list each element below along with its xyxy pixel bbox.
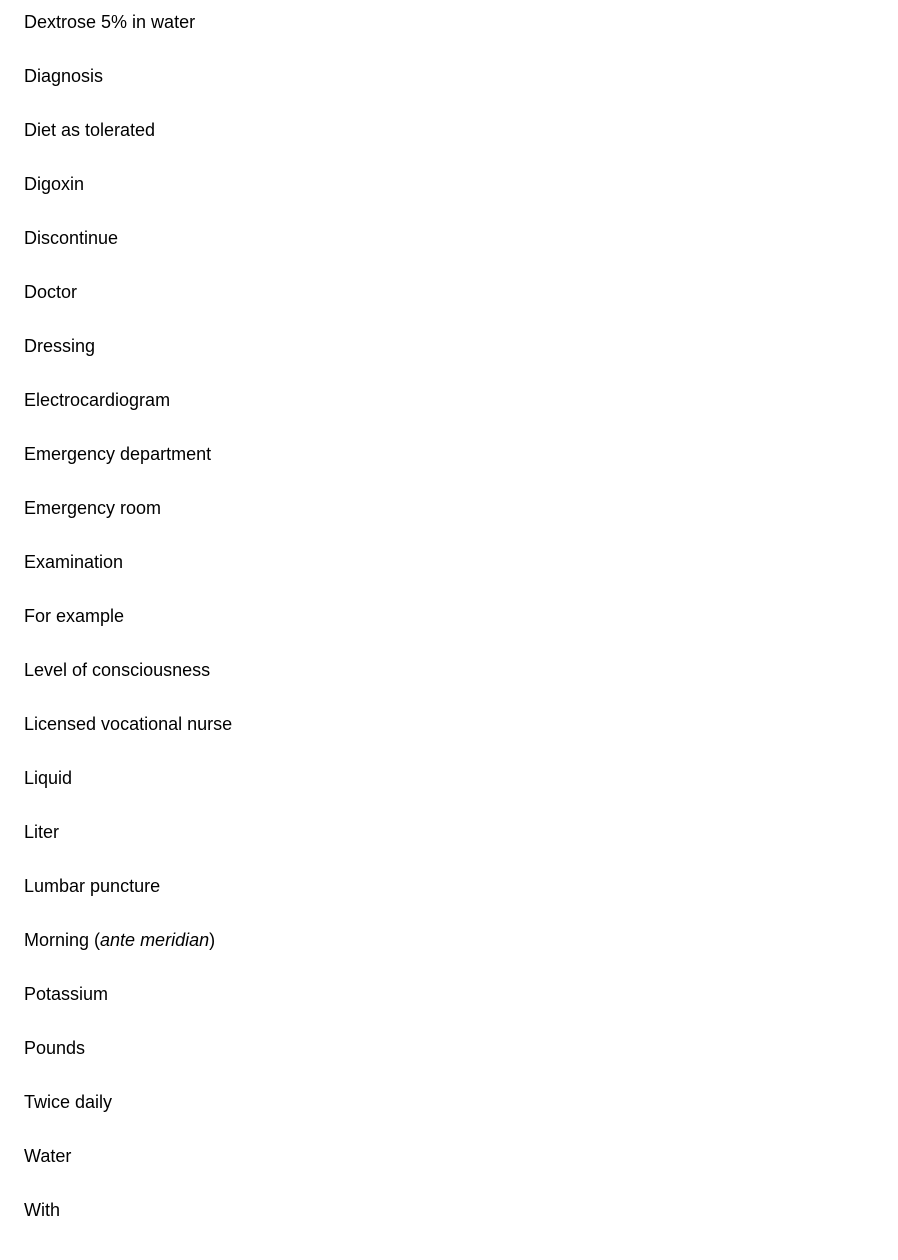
term-item: Electrocardiogram [24, 390, 171, 410]
term-item: Potassium [24, 984, 109, 1004]
term-item: For example [24, 606, 125, 626]
term-item: Doctor [24, 282, 78, 302]
term-item: Emergency department [24, 444, 212, 464]
term-item: Discontinue [24, 228, 119, 248]
term-item: Dextrose 5% in water [24, 12, 196, 32]
term-item: Lumbar puncture [24, 876, 161, 896]
term-item: Level of consciousness [24, 660, 211, 680]
term-item: Dressing [24, 336, 96, 356]
term-item: Liter [24, 822, 60, 842]
term-item: Diagnosis [24, 66, 104, 86]
term-list [24, 10, 232, 1252]
term-suffix: ) [209, 930, 216, 950]
term-item: Twice daily [24, 1092, 113, 1112]
term-item: Liquid [24, 768, 73, 788]
term-item: Emergency room [24, 498, 162, 518]
term-item: With [24, 1200, 60, 1220]
term-item: Pounds [24, 1038, 86, 1058]
term-item: Diet as tolerated [24, 120, 156, 140]
term-item: Digoxin [24, 174, 85, 194]
term-item-morning [24, 928, 232, 982]
term-item: Licensed vocational nurse [24, 714, 233, 734]
term-italic: ante meridian [100, 930, 210, 950]
term-item: Water [24, 1146, 72, 1166]
term-item: Examination [24, 552, 124, 572]
term-prefix: Morning ( [24, 930, 101, 950]
